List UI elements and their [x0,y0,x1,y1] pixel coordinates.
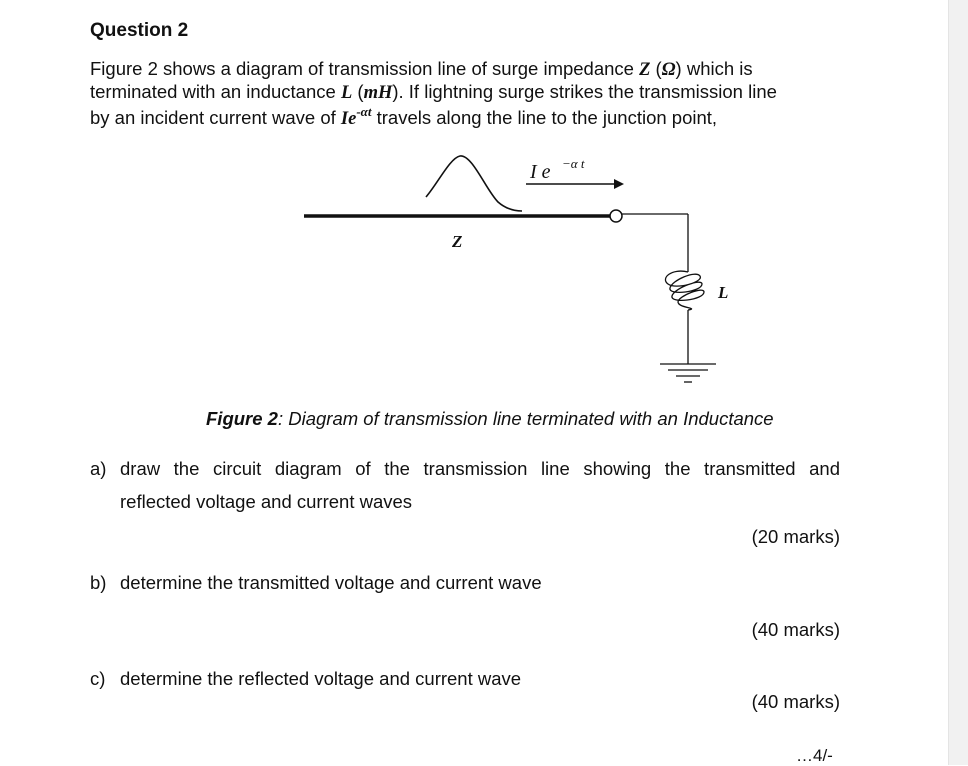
question-a-marks: (20 marks) [751,526,840,547]
intro-line-3: by an incident current wave of $Ie^{-\alpha t}$ travels along the line to the junction point, [90,104,718,129]
question-b-label: b) [90,572,107,593]
scrollbar[interactable] [948,0,968,765]
direction-arrow-head [614,179,624,189]
intro-line-1: Figure 2 shows a diagram of transmission line of surge impedance Z (Ω) which is [90,58,753,80]
question-c-line-1: determine the reflected voltage and current wave [120,668,522,689]
inductance-label: L [718,283,729,302]
question-a-line-2: reflected voltage and current waves [120,491,413,512]
junction-node [610,210,622,222]
surge-wave [426,156,522,211]
ohm-symbol: Ω [661,60,676,80]
ground-symbol [660,364,716,382]
question-b-marks: (40 marks) [751,619,840,640]
question-c-label: c) [90,668,106,689]
page-footer: …4/- [796,746,833,765]
transmission-line-diagram [300,150,740,390]
ie-exponent: -αt [356,104,372,119]
mh-symbol: mH [363,83,393,103]
l-symbol: L [340,83,353,103]
figure-caption: Figure 2: Diagram of transmission line terminated with an Inductance [206,408,774,429]
question-b [90,566,840,599]
z-symbol: Z [639,60,651,80]
question-c [90,662,840,695]
wave-label: I e [530,161,551,183]
ie-symbol: Ie [340,109,357,129]
question-c-marks: (40 marks) [751,691,840,712]
question-heading: Question 2 [90,20,189,41]
impedance-label: Z [452,232,463,251]
question-a-label: a) [90,458,107,479]
intro-line-2: terminated with an inductance L (mH). If lightning surge strikes the transmission line [90,81,777,103]
inductor-coil [665,271,704,310]
question-b-line-1: determine the transmitted voltage and current wave [120,572,542,593]
question-a-line-1: draw the circuit diagram of the transmission line showing the transmitted and [120,458,840,479]
question-a [90,452,840,518]
wave-label-exponent: −α t [562,156,585,171]
